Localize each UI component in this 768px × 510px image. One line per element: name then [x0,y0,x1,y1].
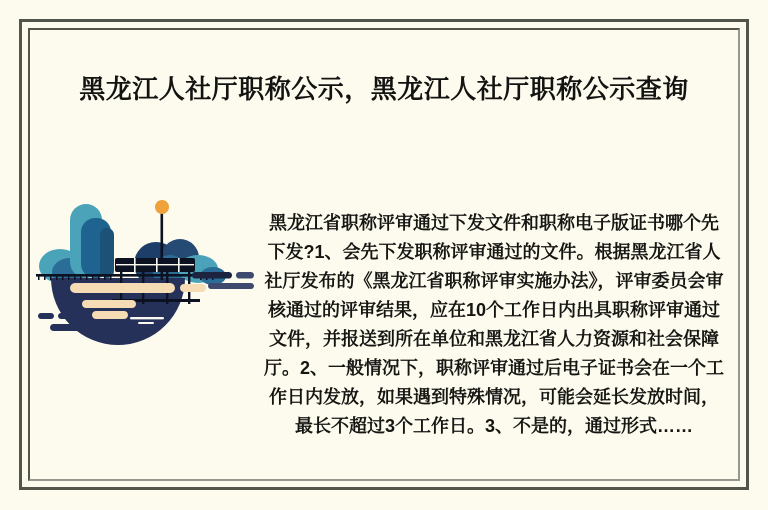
page-title: 黑龙江人社厅职称公示，黑龙江人社厅职称公示查询 [79,74,689,104]
article-body-text: 黑龙江省职称评审通过下发文件和职称电子版证书哪个先下发?1、会先下发职称评审通过的文件。根据黑龙江省人社厅发布的《黑龙江省职称评审实施办法》，评审委员会审核通过的评审结果，应在10个工作日内出具职称评审通过文件，并报送到所在单位和黑龙江省人力资源和社会保障厅。2、一般情况下，职称评审通过后电子证书会在一个工作日内发放，如果遇到特殊情况，可能会延长发放时间，最长不超过3个工作日。3、不是的，通过形式…… [263,213,724,436]
cloud-dash [192,272,232,279]
cloud-dash [236,272,254,279]
cloud-dash [208,283,254,289]
tree-icon [70,204,114,278]
park-scene-illustration [30,196,262,354]
